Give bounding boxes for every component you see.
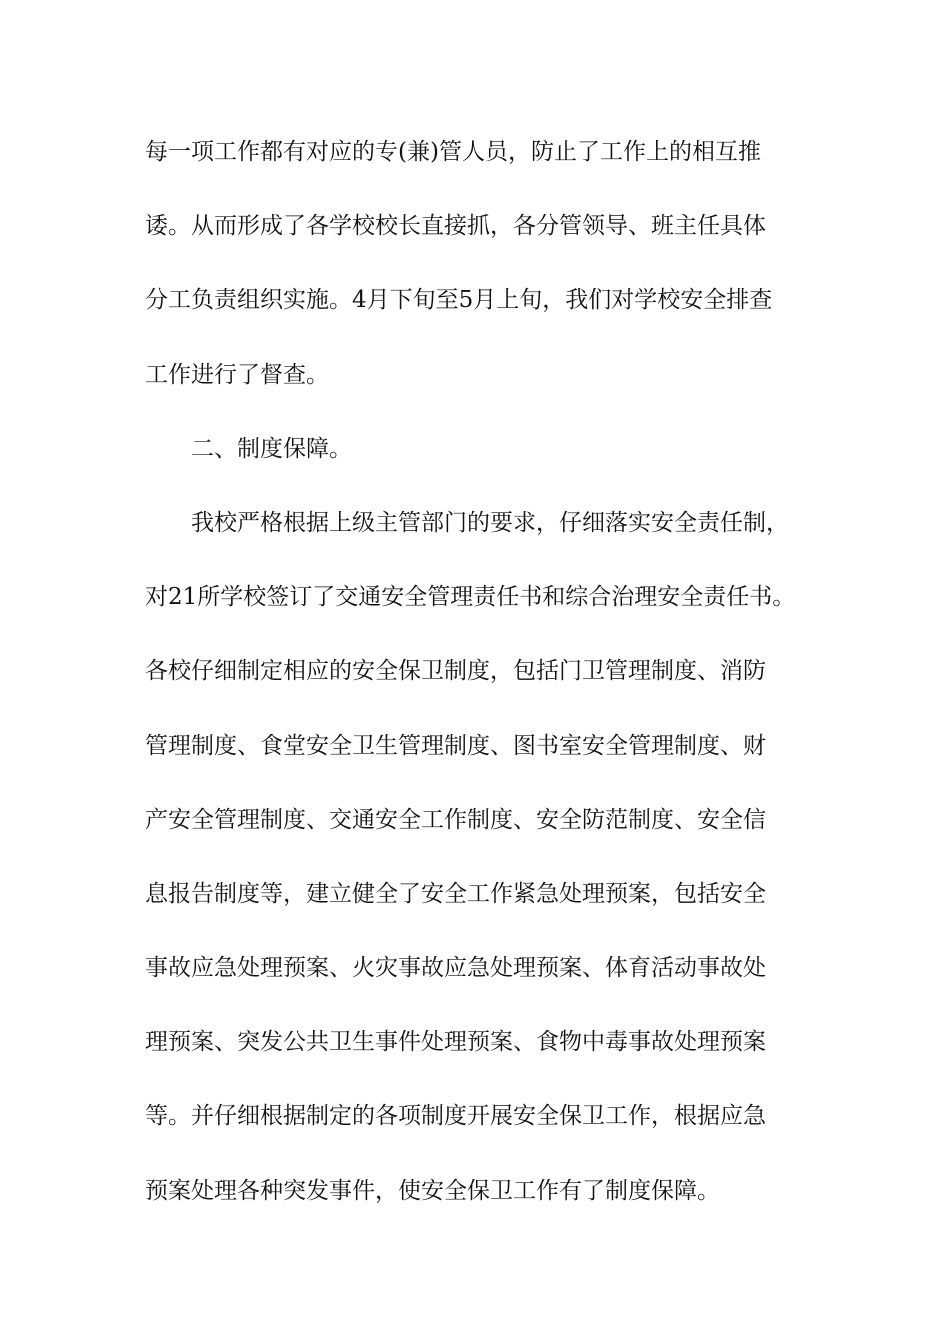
paragraph-line: 我校严格根据上级主管部门的要求，仔细落实安全责任制， — [191, 509, 789, 536]
paragraph-line: 工作进行了督查。 — [145, 361, 329, 388]
paragraph-line: 诿。从而形成了各学校校长直接抓，各分管领导、班主任具体 — [145, 213, 766, 240]
paragraph-line: 产安全管理制度、交通安全工作制度、安全防范制度、安全信 — [145, 806, 766, 833]
paragraph-line: 管理制度、食堂安全卫生管理制度、图书室安全管理制度、财 — [145, 732, 766, 759]
paragraph-line: 事故应急处理预案、火灾事故应急处理预案、体育活动事故处 — [145, 955, 766, 982]
paragraph-line: 预案处理各种突发事件，使安全保卫工作有了制度保障。 — [145, 1177, 720, 1204]
paragraph-line: 息报告制度等，建立健全了安全工作紧急处理预案，包括安全 — [145, 880, 766, 907]
section-heading: 二、制度保障。 — [191, 435, 352, 462]
paragraph-line: 对21所学校签订了交通安全管理责任书和综合治理安全责任书。 — [145, 584, 796, 611]
document-body — [145, 132, 825, 1245]
paragraph-line: 各校仔细制定相应的安全保卫制度，包括门卫管理制度、消防 — [145, 658, 766, 685]
paragraph-line: 理预案、突发公共卫生事件处理预案、食物中毒事故处理预案 — [145, 1029, 766, 1056]
paragraph-line: 分工负责组织实施。4月下旬至5月上旬，我们对学校安全排查 — [145, 287, 773, 314]
paragraph-line: 等。并仔细根据制定的各项制度开展安全保卫工作，根据应急 — [145, 1103, 766, 1130]
paragraph-line: 每一项工作都有对应的专(兼)管人员，防止了工作上的相互推 — [145, 139, 761, 165]
